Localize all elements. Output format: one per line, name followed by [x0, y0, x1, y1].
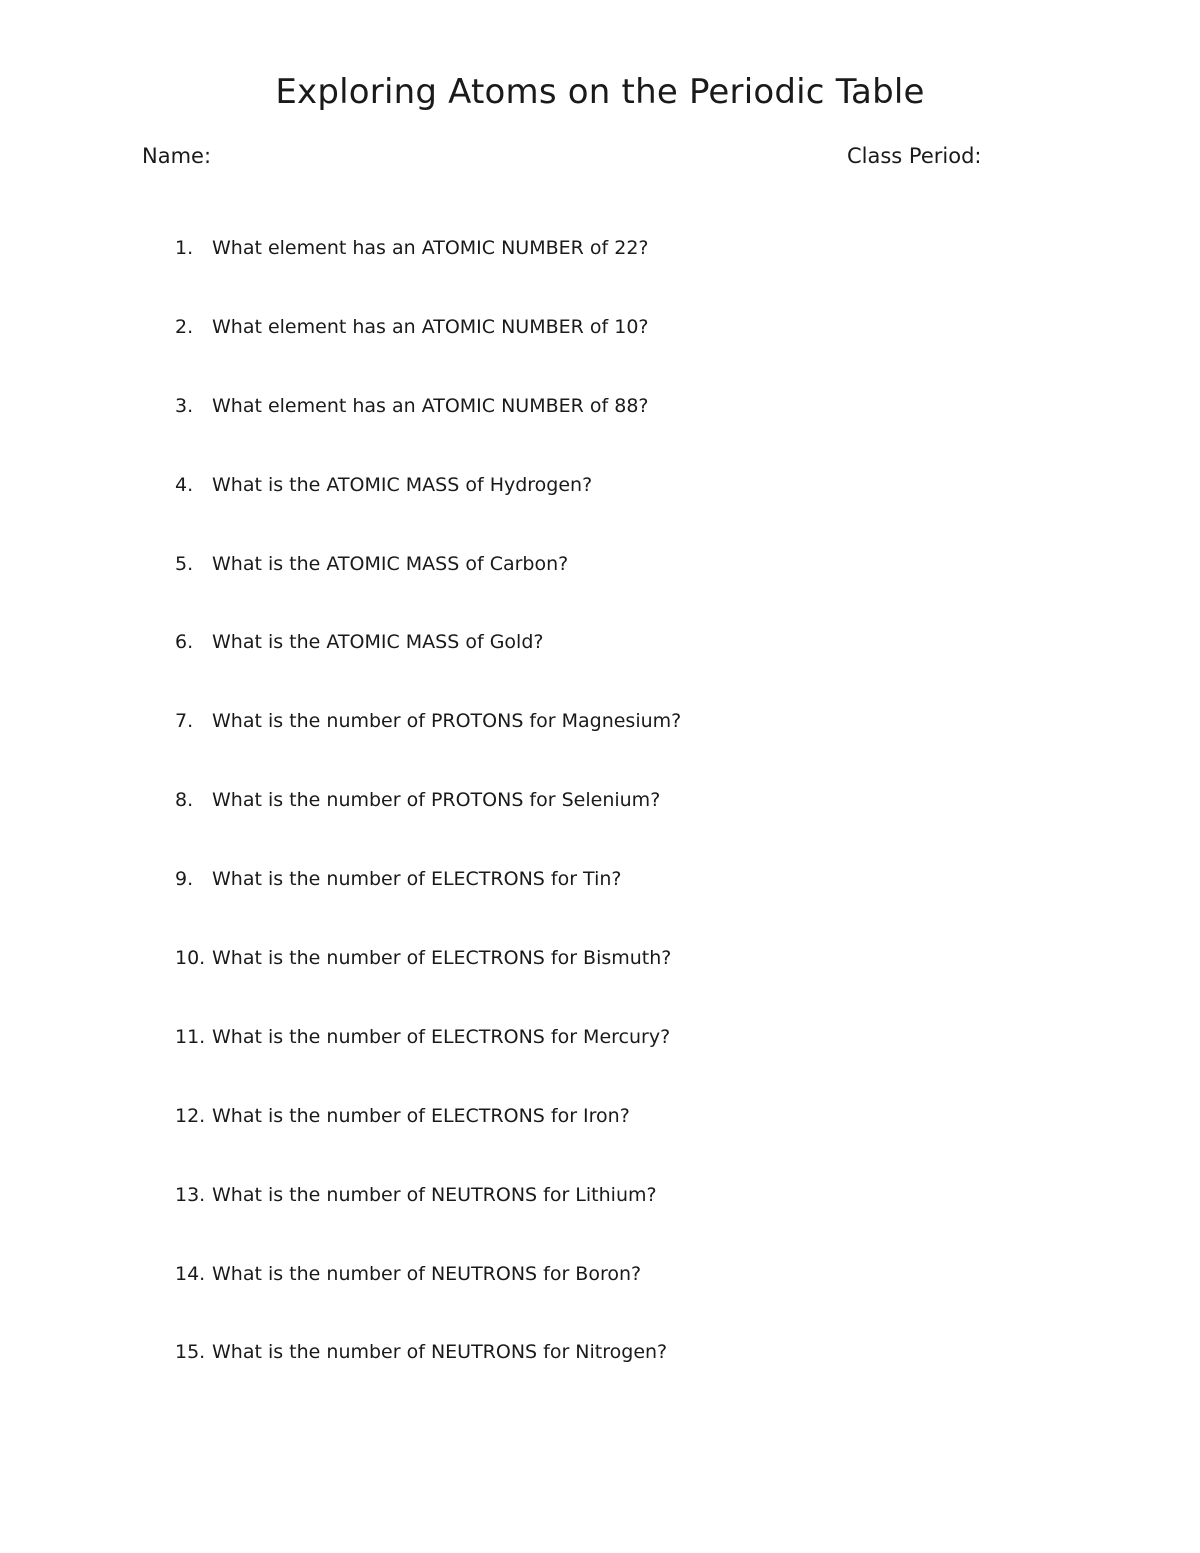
- question-number: 3.: [175, 394, 194, 417]
- question-item: [0, 471, 1200, 550]
- question-number: 10.: [175, 947, 206, 970]
- question-item: [0, 786, 1200, 865]
- question-text: What is the number of NEUTRONS for Nitrogen?: [212, 1341, 668, 1364]
- question-item: [0, 1338, 1200, 1417]
- question-text: What is the number of ELECTRONS for Bismuth?: [212, 947, 672, 970]
- question-item: [0, 865, 1200, 944]
- question-text: What element has an ATOMIC NUMBER of 88?: [212, 394, 649, 417]
- question-number: 14.: [175, 1262, 206, 1285]
- question-item: [0, 234, 1200, 313]
- question-number: 8.: [175, 789, 194, 812]
- question-text: What is the number of ELECTRONS for Iron?: [212, 1104, 630, 1127]
- question-item: [0, 392, 1200, 471]
- question-list: [0, 234, 1200, 1417]
- question-number: 1.: [175, 237, 194, 259]
- class-period-label: Class Period:: [847, 144, 982, 168]
- question-number: 6.: [175, 631, 194, 654]
- question-item: [0, 1023, 1200, 1102]
- question-text: What is the number of ELECTRONS for Tin?: [212, 868, 622, 891]
- question-number: 15.: [175, 1341, 206, 1364]
- question-number: 5.: [175, 552, 194, 575]
- question-item: [0, 313, 1200, 392]
- question-item: [0, 628, 1200, 707]
- question-number: 2.: [175, 315, 194, 338]
- question-number: 12.: [175, 1104, 206, 1127]
- name-label: Name:: [142, 144, 212, 168]
- question-text: What is the number of NEUTRONS for Boron?: [212, 1262, 642, 1285]
- worksheet-title: Exploring Atoms on the Periodic Table: [275, 72, 925, 112]
- question-text: What element has an ATOMIC NUMBER of 10?: [212, 315, 649, 338]
- question-number: 7.: [175, 710, 194, 733]
- question-number: 13.: [175, 1183, 206, 1206]
- question-item: [0, 1260, 1200, 1339]
- question-number: 4.: [175, 473, 194, 496]
- question-item: [0, 550, 1200, 629]
- question-item: [0, 1181, 1200, 1260]
- question-number: 11.: [175, 1025, 206, 1048]
- question-text: What element has an ATOMIC NUMBER of 22?: [212, 237, 649, 259]
- question-text: What is the ATOMIC MASS of Gold?: [212, 631, 544, 654]
- question-text: What is the ATOMIC MASS of Hydrogen?: [212, 473, 593, 496]
- question-text: What is the ATOMIC MASS of Carbon?: [212, 552, 569, 575]
- question-text: What is the number of ELECTRONS for Mercury?: [212, 1025, 671, 1048]
- question-item: [0, 944, 1200, 1023]
- question-item: [0, 1102, 1200, 1181]
- question-text: What is the number of NEUTRONS for Lithium?: [212, 1183, 657, 1206]
- question-text: What is the number of PROTONS for Magnesium?: [212, 710, 682, 733]
- question-item: [0, 707, 1200, 786]
- question-number: 9.: [175, 868, 194, 891]
- question-text: What is the number of PROTONS for Selenium?: [212, 789, 661, 812]
